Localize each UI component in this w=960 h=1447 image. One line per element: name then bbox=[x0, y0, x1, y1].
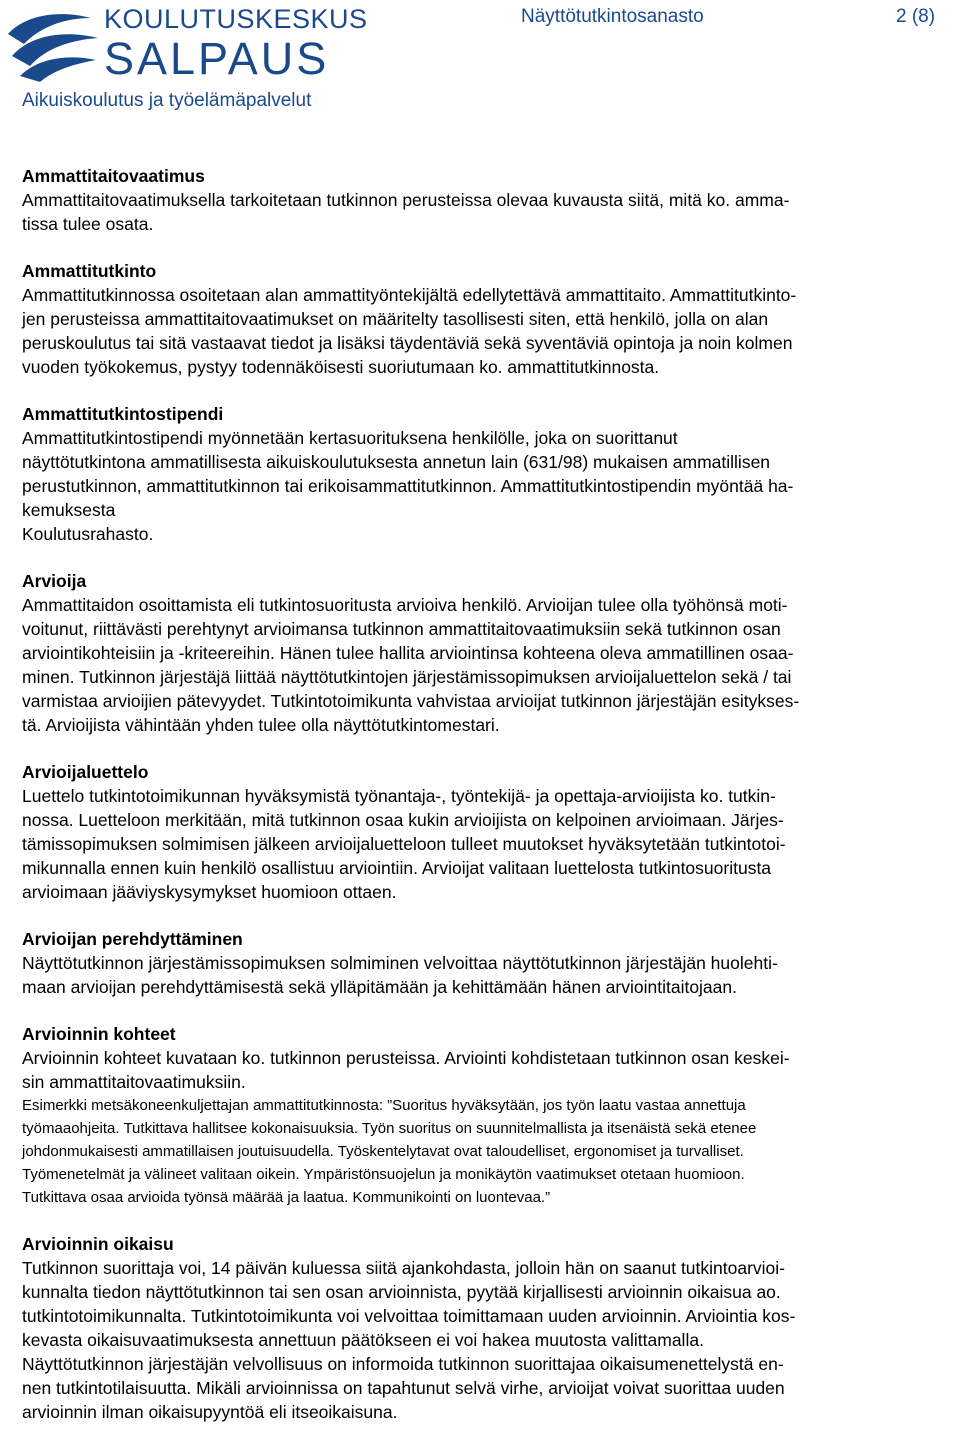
term-text-line: näyttötutkintona ammatillisesta aikuiskoulutuksesta annetun lain (631/98) mukaisen ammatillisen bbox=[22, 452, 771, 472]
term-title: Arvioinnin oikaisu bbox=[22, 1234, 174, 1254]
term-text-line: Näyttötutkinnon järjestäjän velvollisuus on informoida tutkinnon suorittajaa oikaisumenettelystä en- bbox=[22, 1354, 784, 1374]
logo-line-1: KOULUTUSKESKUS bbox=[104, 4, 368, 34]
term-text-line: kevasta oikaisuvaatimuksesta annettuun päätökseen ei voi hakea muutosta valittamalla. bbox=[22, 1330, 704, 1350]
term-text-line: kemuksesta bbox=[22, 500, 116, 520]
term-title: Ammattitutkinto bbox=[22, 261, 157, 281]
term-text-line: minen. Tutkinnon järjestäjä liittää näyttötutkintojen järjestämissopimuksen arvioijaluettelon sekä / tai bbox=[22, 667, 792, 687]
term-arvioinnin-kohteet bbox=[22, 1022, 944, 1209]
term-text-line: sin ammattitaitovaatimuksiin. bbox=[22, 1072, 246, 1092]
term-text-line: arvioimaan jääviyskysymykset huomioon ottaen. bbox=[22, 882, 397, 902]
term-text-line: voitunut, riittävästi perehtynyt arvioimansa tutkinnon ammattitaitovaatimuksiin sekä tutkinnon osan bbox=[22, 619, 781, 639]
term-ammattitutkinto bbox=[22, 259, 944, 379]
term-text-line: arviointikohteisiin ja -kriteereihin. Hänen tulee hallita arviointinsa kohteena oleva ammatillinen osaa- bbox=[22, 643, 794, 663]
term-text-line: Ammattitaitovaatimuksella tarkoitetaan tutkinnon perusteissa olevaa kuvausta siitä, mitä ko. amma- bbox=[22, 190, 790, 210]
example-text-line: johdonmukaisesti ammatillaisen joutuisuudella. Työskentelytavat ovat taloudelliset, ergonomiset ja turvalliset. bbox=[22, 1143, 744, 1160]
term-text-line: Näyttötutkinnon järjestämissopimuksen solmiminen velvoittaa näyttötutkinnon järjestäjän huolehti- bbox=[22, 953, 778, 973]
example-text-line: työmaaohjeita. Tutkittava hallitsee kokonaisuuksia. Työn suoritus on suunnitelmallista ja itsenäistä sekä etenee bbox=[22, 1120, 757, 1137]
term-text-line: tä. Arvioijista vähintään yhden tulee olla näyttötutkintomestari. bbox=[22, 715, 500, 735]
term-text-line: perustutkinnon, ammattitutkinnon tai erikoisammattitutkinnon. Ammattitutkintostipendin myöntää ha- bbox=[22, 476, 794, 496]
term-text-line: Tutkinnon suorittaja voi, 14 päivän kuluessa siitä ajankohdasta, jolloin hän on saanut tutkintoarvioi- bbox=[22, 1258, 786, 1278]
term-ammattitutkintostipendi bbox=[22, 402, 944, 546]
term-text-line: peruskoulutus tai sitä vastaavat tiedot ja lisäksi täydentäviä sekä syventäviä opintoja ja noin kolmen bbox=[22, 333, 793, 353]
example-text-line: Tutkittava osaa arvioida työnsä määrää ja laatua. Kommunikointi on luontevaa.” bbox=[22, 1189, 551, 1206]
term-text-line: tutkintotoimikunnalta. Tutkintotoimikunta voi velvoittaa toimittamaan uuden arvioinnin. Arviointia kos- bbox=[22, 1306, 796, 1326]
term-text-line: mikunnalla ennen kuin henkilö osallistuu arviointiin. Arvioijat valitaan luettelosta tutkintosuoritusta bbox=[22, 858, 772, 878]
term-title: Ammattitutkintostipendi bbox=[22, 404, 224, 424]
term-text-line: Ammattitutkinnossa osoitetaan alan ammattityöntekijältä edellytettävä ammattitaito. Ammattitutkinto- bbox=[22, 285, 797, 305]
term-arvioijaluettelo bbox=[22, 760, 944, 904]
term-text-line: nen tutkintotilaisuutta. Mikäli arvioinnissa on tapahtunut selvä virhe, arvioijat voivat suorittaa uuden bbox=[22, 1378, 785, 1398]
term-text-line: tissa tulee osata. bbox=[22, 214, 154, 234]
page-header bbox=[0, 0, 960, 120]
term-ammattitaitovaatimus bbox=[22, 164, 944, 236]
term-arvioinnin-oikaisu bbox=[22, 1232, 944, 1424]
term-text-line: jen perusteissa ammattitaitovaatimukset on määritelty tasollisesti siten, että henkilö, jolla on alan bbox=[22, 309, 769, 329]
term-text-line: Koulutusrahasto. bbox=[22, 524, 154, 544]
term-arvioijan-perehdyttaminen bbox=[22, 927, 944, 999]
term-title: Arvioijan perehdyttäminen bbox=[22, 929, 243, 949]
example-text-line: Esimerkki metsäkoneenkuljettajan ammattitutkinnosta: ”Suoritus hyväksytään, jos työn laatu vastaa annettuja bbox=[22, 1097, 746, 1114]
term-text-line: Arvioinnin kohteet kuvataan ko. tutkinnon perusteissa. Arviointi kohdistetaan tutkinnon osan keskei- bbox=[22, 1048, 790, 1068]
term-title: Arvioija bbox=[22, 571, 87, 591]
term-text-line: nossa. Luetteloon merkitään, mitä tutkinnon osaa kukin arvioijista on kelpoinen arvioimaan. Järjes- bbox=[22, 810, 784, 830]
term-text-line: maan arvioijan perehdyttämisestä sekä ylläpitämään ja kehittämään hänen arviointitaitojaan. bbox=[22, 977, 737, 997]
header-subtitle: Aikuiskoulutus ja työelämäpalvelut bbox=[22, 90, 312, 111]
term-text-line: kunnalta tiedon näyttötutkinnon tai sen osan arvioinnista, pyytää kirjallisesti arvioinnin oikaisua ao. bbox=[22, 1282, 781, 1302]
term-title: Ammattitaitovaatimus bbox=[22, 166, 205, 186]
term-text-line: tämissopimuksen solmimisen jälkeen arvioijaluetteloon tulleet muutokset hyväksytetään tutkintotoi- bbox=[22, 834, 786, 854]
logo-line-2: SALPAUS bbox=[104, 33, 330, 84]
term-title: Arvioinnin kohteet bbox=[22, 1024, 176, 1044]
term-text-line: varmistaa arvioijien pätevyydet. Tutkintotoimikunta vahvistaa arvioijat tutkinnon järjestäjän esitykses- bbox=[22, 691, 800, 711]
document-title: Näyttötutkintosanasto bbox=[521, 6, 704, 27]
term-text-line: vuoden työkokemus, pystyy todennäköisesti suoriutumaan ko. ammattitutkinnosta. bbox=[22, 357, 660, 377]
term-text-line: Ammattitutkintostipendi myönnetään kertasuorituksena henkilölle, joka on suorittanut bbox=[22, 428, 678, 448]
term-arvioija bbox=[22, 569, 944, 737]
term-text-line: Ammattitaidon osoittamista eli tutkintosuoritusta arvioiva henkilö. Arvioijan tulee olla työhönsä moti- bbox=[22, 595, 788, 615]
glossary-content bbox=[22, 164, 944, 1447]
term-text-line: Luettelo tutkintotoimikunnan hyväksymistä työnantaja-, työntekijä- ja opettaja-arvioijista ko. tutkin- bbox=[22, 786, 776, 806]
example-text-line: Työmenetelmät ja välineet valitaan oikein. Ympäristönsuojelun ja monikäytön vaatimukset otetaan huomioon. bbox=[22, 1166, 745, 1183]
term-title: Arvioijaluettelo bbox=[22, 762, 149, 782]
term-text-line: arvioinnin ilman oikaisupyyntöä eli itseoikaisuna. bbox=[22, 1402, 398, 1422]
page-number: 2 (8) bbox=[896, 6, 936, 27]
